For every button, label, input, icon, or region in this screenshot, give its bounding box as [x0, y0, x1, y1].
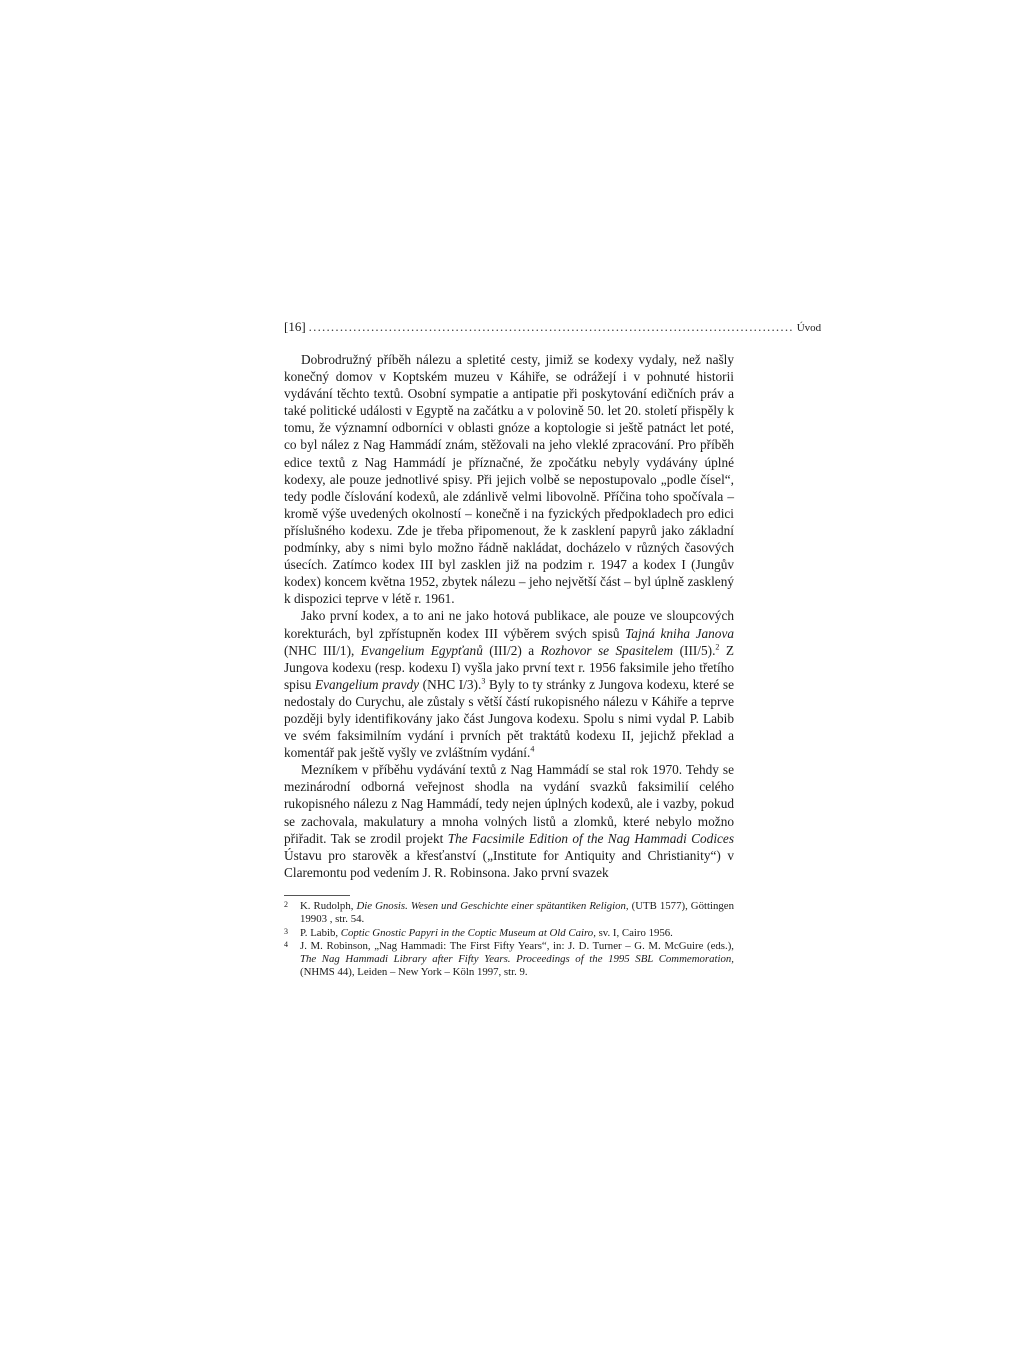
text-run: (NHC I/3).	[419, 676, 482, 692]
footnote-ref: 2	[715, 642, 720, 652]
footnote	[284, 927, 734, 940]
text-run: Dobrodružný příběh nálezu a spletité cesty, jimiž se kodexy vydaly, než našly konečný domov v Koptském muzeu v Káhiře, se odrážejí i v pohnuté historii vydávání těchto textů. Osobní sympatie a antipatie při poskytování edičních práv a také politické události v Egyptě na začátku a v polovině 50. let 20. století přispěly k tomu, že významní odborníci v oblasti gnóze a koptologie si ještě patnáct let poté, co byl nález z Nag Hammádí znám, stěžovali na jeho vleklé zpracování. Pro příběh edice textů z Nag Hammádí je příznačné, že zpočátku nebyly vydávány úplné kodexy, ale pouze jednotlivé spisy. Při jejich volbě se nepostupovalo „podle čísel“, tedy podle číslování kodexů, ale zdánlivě velmi libovolně. Příčina toho spočívala – kromě výše uvedených okolností – konečně i na fyzických předpokladech pro edici příslušného kodexu. Zde je třeba připomenout, že k zasklení papyrů jako základní podmínky, aby s nimi bylo možno řádně nakládat, docházelo v různých časových úsecích. Zatímco kodex III byl zasklen již na podzim r. 1947 a kodex I (Jungův kodex) koncem května 1952, zbytek nálezu – jeho největší část – byl úplně zasklený k dispozici teprve v létě r. 1961.	[284, 352, 734, 607]
footnote-separator	[284, 895, 350, 896]
footnote-ref: 4	[530, 744, 535, 754]
italic-title: The Nag Hammadi Library after Fifty Years. Proceedings of the 1995 SBL Commemoration,	[300, 953, 734, 966]
text-run: (NHMS 44), Leiden – New York – Köln 1997, str. 9.	[300, 966, 528, 979]
italic-title: Rozhovor se Spasitelem	[540, 642, 674, 658]
footnote-ref: 3	[481, 676, 486, 686]
footnote-number: 2	[284, 899, 288, 909]
section-title: Úvod	[796, 322, 822, 334]
italic-title: Coptic Gnostic Papyri in the Coptic Museum at Old Cairo,	[340, 926, 596, 939]
leader-dots: .............................................................................................................	[308, 319, 794, 334]
text-run: Byly to ty stránky z Jungova kodexu, které se nedostaly do Curychu, ale zůstaly s větší částí rukopisného nálezu v Káhiře a teprve později byly identifikovány jako část Jungova kodexu. Spolu s nimi vydal P. Labib ve svém faksimilním vydání i prvních pět traktátů kodexu II, jejichž překlad a komentář pak ještě vyšly ve zvláštním vydání.	[284, 676, 734, 761]
text-run: J. M. Robinson, „Nag Hammadi: The First Fifty Years“, in: J. D. Turner – G. M. McGuire (eds.),	[300, 939, 734, 952]
paragraph	[284, 351, 734, 607]
footnote	[284, 940, 734, 980]
text-run: K. Rudolph,	[300, 899, 357, 912]
text-run: sv. I, Cairo 1956.	[595, 926, 673, 939]
italic-title: Tajná kniha Janova	[625, 625, 734, 641]
italic-title: The Facsimile Edition of the Nag Hammadi Codices	[447, 830, 734, 846]
page-number: [16]	[284, 319, 306, 334]
italic-title: Evangelium pravdy	[314, 676, 420, 692]
body-text	[284, 351, 734, 881]
text-run: Jako první kodex, a to ani ne jako hotová publikace, ale pouze ve sloupcových korekturách, byl zpřístupněn kodex III výběrem svých spisů	[284, 608, 734, 641]
text-run: (UTB 1577), Göttingen 19903 , str. 54.	[300, 899, 734, 926]
footnote-number: 4	[284, 939, 288, 949]
text-run: Ústavu pro starověk a křesťanství („Institute for Antiquity and Christianity“) v Claremontu pod vedením J. R. Robinsona. Jako první svazek	[284, 847, 734, 880]
book-page	[284, 318, 822, 980]
text-run: Mezníkem v příběhu vydávání textů z Nag Hammádí se stal rok 1970. Tehdy se mezinárodní odborná veřejnost shodla na vydání svazků faksimilií celého rukopisného nálezu z Nag Hammádí, tedy nejen úplných kodexů, ale i vazby, pokud se zachovala, makulatury a mnoha volných listů a zlomků, které nebylo možno přiřadit. Tak se zrodil projekt	[284, 762, 734, 846]
running-head	[284, 318, 822, 336]
text-run: (III/2) a	[482, 642, 541, 658]
italic-title: Evangelium Egypťanů	[360, 642, 483, 658]
text-run: (III/5).	[673, 642, 716, 658]
footnote	[284, 900, 734, 927]
italic-title: Die Gnosis. Wesen und Geschichte einer spätantiken Religion,	[356, 899, 629, 912]
paragraph	[284, 761, 734, 881]
footnotes	[284, 900, 734, 980]
paragraph	[284, 607, 734, 761]
text-run: (NHC III/1),	[284, 642, 361, 658]
text-run: P. Labib,	[300, 926, 341, 939]
text-run: Z Jungova kodexu (resp. kodexu I) vyšla jako první text r. 1956 faksimile jeho třetího spisu	[284, 642, 734, 692]
footnote-number: 3	[284, 926, 288, 936]
